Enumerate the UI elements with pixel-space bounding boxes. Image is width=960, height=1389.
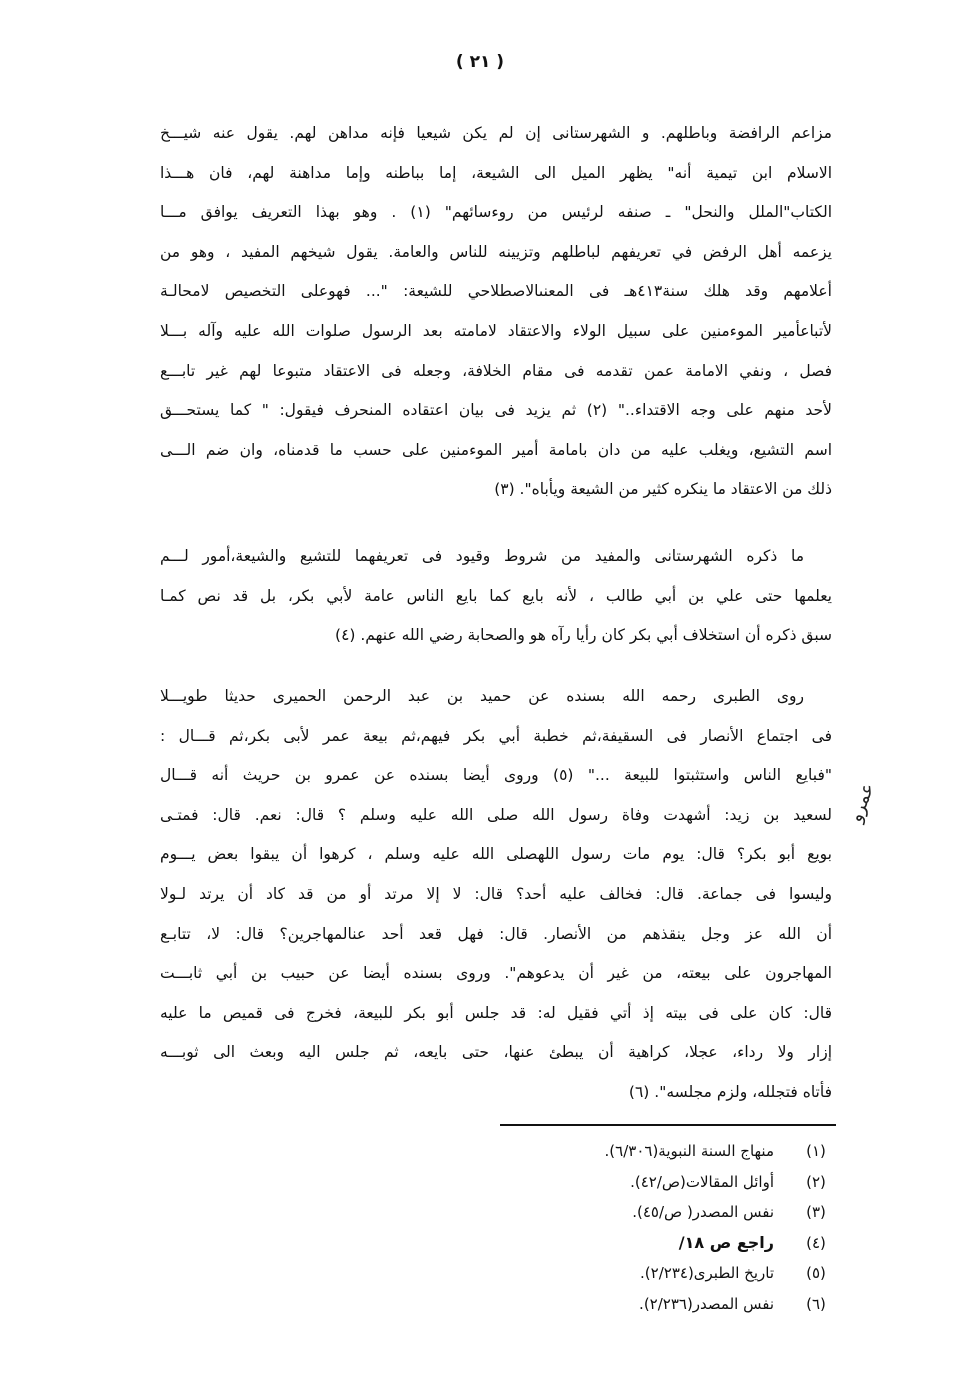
text-line: بويع أبو بكر؟ قال: يوم مات رسول اللهصلى الله عليه وسلم ، كرهوا أن يبقوا بعض يـــوم — [160, 845, 832, 864]
handwritten-margin-note: عمرو — [845, 780, 879, 825]
footnote-text: نفس المصدر( ص/٤٥). — [632, 1203, 774, 1221]
footnotes — [440, 1136, 840, 1319]
text-line: "فبايع الناس واستثبتوا للبيعة ..." (٥) وروى أيضا بسنده عن عمرو بن حريث أنه قـــال — [160, 766, 832, 785]
footnote-item — [440, 1289, 840, 1320]
footnote-item — [440, 1197, 840, 1228]
text-line: لأحد منهم على وجه الاقتداء.." (٢) ثم يزيد فى بيان اعتقاده المنحرف فيقول: " كما يستحـــق — [160, 401, 832, 420]
footnote-divider — [500, 1124, 836, 1126]
footnote-text: تاريخ الطبرى(٢/٢٣٤). — [640, 1264, 774, 1282]
footnote-text: منهاج السنة النبوية(٦/٣٠٦). — [604, 1142, 774, 1160]
text-line: سبق ذكره أن استخلاف أبي بكر كان رأيا رآه هو والصحابة رضي الله عنهم. (٤) — [335, 626, 832, 645]
text-line: ما ذكره الشهرستانى والمفيد من شروط وقيود فى تعريفهما للتشيع والشيعة،أمور لـــم — [160, 547, 804, 565]
footnote-number: (١) — [806, 1142, 826, 1160]
text-line: فصل ، ونفي الامامة عمن تقدمه فى مقام الخلافة، وجعله فى الاعتقاد متبوعا لهم غير تابـــع — [160, 361, 832, 380]
text-line: أعلامهم وقد هلك سنة٤١٣هـ فى المعنىالاصطلاحي للشيعة: "... فهوعلى التخصيص لامحالـة — [160, 282, 832, 301]
footnote-number: (٣) — [806, 1203, 826, 1221]
text-line: فأتاه فتجلله، ولزم مجلسه". (٦) — [628, 1082, 832, 1101]
footnote-number: (٢) — [806, 1172, 826, 1191]
text-line: الاسلام ابن تيمية أنه" يظهر الميل الى الشيعة، إما بباطنه وإما مداهنة لهم، فان هـــذا — [160, 163, 832, 182]
footnote-text: أوائل المقالات(ص/٤٢). — [630, 1172, 774, 1191]
page-number: ( ٢١ ) — [455, 52, 505, 72]
text-line: يزعمه أهل الرفض في تعريفهم لباطلهم وتزيينه للناس والعامة. يقول شيخهم المفيد ، وهو من — [160, 242, 832, 261]
text-line: لأتباعأمير الموءمنين على سبيل الولاء والاعتقاد لامامته بعد الرسول صلوات الله عليه وآله بـــلا — [160, 321, 832, 340]
footnote-number: (٦) — [806, 1294, 826, 1313]
text-line: قال: كان على فى بيته إذ أتي فقيل له: قد جلس أبو بكر للبيعة، فخرج فى قميص ما عليه — [160, 1003, 832, 1022]
footnote-text: نفس المصدر(٢/٢٣٦). — [639, 1294, 774, 1313]
footnote-item — [440, 1228, 840, 1259]
text-line: مزاعم الرافضة وباطلهم. و الشهرستانى إن لم يكن شيعيا فإنه مداهن لهم. يقول عنه شيـــخ — [160, 124, 832, 142]
text-line: وليسوا فى جماعة. قال: فخالف عليه أحد؟ قال: لا إلا مرتد أو من قد كاد أن يرتد لـولا — [160, 884, 832, 903]
footnote-item — [440, 1136, 840, 1167]
footnote-text: راجع ص ١٨/ — [678, 1232, 774, 1252]
text-line: ذلك من الاعتقاد ما ينكره كثير من الشيعة ويأباه". (٣) — [494, 480, 832, 499]
text-line: يعلمها حتى علي بن أبي طالب ، لأنه بايع كما بايع الناس عامة لأبي بكر، بل قد نص كمـا — [160, 586, 832, 605]
text-line: روى الطبرى رحمه الله بسنده عن حميد بن عبد الرحمن الحميرى حديثا طويـــلا — [160, 687, 804, 705]
paragraph-2 — [160, 537, 832, 656]
footnote-item — [440, 1167, 840, 1198]
footnote-number: (٤) — [806, 1233, 826, 1252]
text-line: لسعيد بن زيد: أشهدت وفاة رسول الله صلى الله عليه وسلم ؟ قال: نعم. قال: فمتـى — [160, 805, 832, 824]
text-line: الكتاب"الملل والنحل" ـ صنفه لرئيس من روءسائهم" (١) . وهو بهذا التعريف يوافق مـــا — [160, 203, 832, 222]
footnote-item — [440, 1258, 840, 1289]
text-line: اسم التشيع، ويغلب عليه من دان بامامة أمير الموءمنين على حسب ما قدمناه، وان ضم الـــى — [160, 440, 832, 459]
paragraph-1 — [160, 114, 832, 510]
paragraph-3 — [160, 677, 832, 1113]
footnote-number: (٥) — [806, 1264, 826, 1282]
text-line: أن الله عز وجل ينقذهم من الأنصار. قال: فهل قعد أحد عنالمهاجرين؟ قال: لا، تتابـع — [160, 924, 832, 943]
text-line: المهاجرون على بيعته، من غير أن يدعوهم". وروى بسنده أيضا عن حبيب بن أبي ثابـــت — [160, 964, 832, 983]
text-line: إزار ولا رداء، عجلا، كراهية أن يبطئ عنها، حتى بايعه، ثم جلس اليه وبعث الى ثوبـــه — [160, 1043, 832, 1062]
text-line: فى اجتماع الأنصار فى السقيفة،ثم خطبة أبي بكر فيهم،ثم بيعة عمر لأبى بكر،ثم قـــال : — [160, 726, 832, 745]
